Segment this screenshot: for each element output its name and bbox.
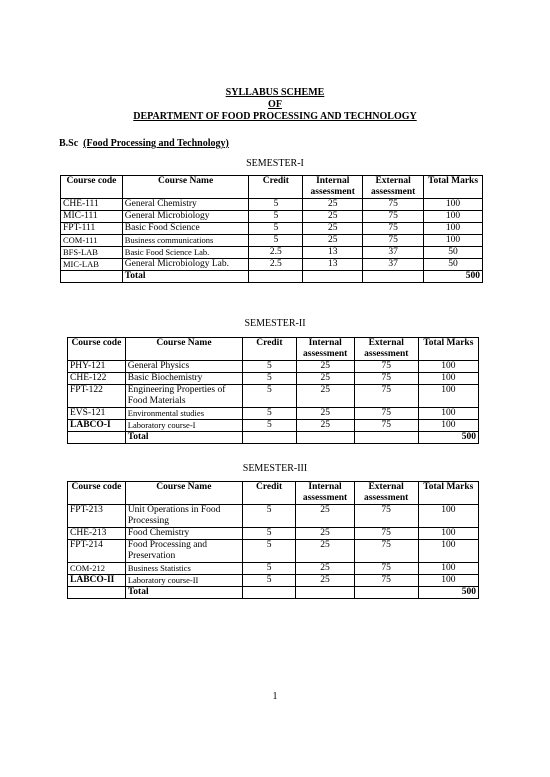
cell-credit: 5 [249, 223, 303, 235]
cell-code: FPT-213 [68, 505, 126, 528]
cell-total: 100 [424, 235, 483, 247]
table-row [68, 408, 479, 420]
cell-external: 75 [354, 575, 418, 587]
semester-3-table [67, 481, 479, 599]
semester-2-title: SEMESTER-II [244, 318, 306, 329]
total-label: Total [122, 271, 249, 283]
header-external: External assessment [354, 338, 418, 361]
cell-internal: 25 [296, 385, 354, 408]
cell-credit: 5 [242, 575, 296, 587]
cell-total: 50 [424, 259, 483, 271]
cell-total: 100 [418, 505, 478, 528]
cell-external: 37 [363, 259, 424, 271]
table-row [61, 223, 483, 235]
header-course-name: Course Name [125, 338, 242, 361]
cell-code: FPT-214 [68, 540, 126, 563]
header-internal: Internal assessment [303, 176, 363, 199]
cell-external: 75 [354, 373, 418, 385]
cell-name: Basic Food Science Lab. [122, 247, 249, 259]
cell-name: Food Chemistry [125, 528, 242, 540]
semester-1-table [60, 175, 483, 283]
table-row [68, 505, 479, 528]
cell-credit: 5 [243, 408, 296, 420]
total-label: Total [125, 432, 242, 444]
table-row [68, 361, 479, 373]
cell-name: Basic Biochemistry [125, 373, 242, 385]
cell-total: 100 [424, 199, 483, 211]
cell-empty [363, 271, 424, 283]
cell-internal: 25 [296, 563, 354, 575]
cell-external: 75 [354, 385, 418, 408]
cell-code: FPT-111 [61, 223, 123, 235]
table-row [68, 373, 479, 385]
header-course-code: Course code [61, 176, 123, 199]
cell-code: FPT-122 [68, 385, 126, 408]
cell-total: 100 [418, 540, 478, 563]
cell-internal: 25 [296, 420, 354, 432]
cell-credit: 5 [243, 420, 296, 432]
header-external: External assessment [354, 482, 418, 505]
cell-internal: 25 [296, 373, 354, 385]
cell-credit: 5 [249, 199, 303, 211]
title-line-3: DEPARTMENT OF FOOD PROCESSING AND TECHNOLOGY [133, 111, 417, 122]
cell-name: Food Processing and Preservation [125, 540, 242, 563]
cell-external: 75 [354, 563, 418, 575]
cell-external: 75 [354, 528, 418, 540]
table-header-row [68, 482, 479, 505]
cell-code: COM-212 [68, 563, 126, 575]
cell-total: 100 [418, 385, 478, 408]
cell-internal: 25 [296, 575, 354, 587]
cell-name: General Microbiology Lab. [122, 259, 249, 271]
cell-internal: 13 [303, 247, 363, 259]
table-row [61, 247, 483, 259]
total-row [61, 271, 483, 283]
cell-total: 100 [418, 575, 478, 587]
cell-internal: 25 [296, 361, 354, 373]
cell-credit: 5 [242, 505, 296, 528]
table-row [68, 540, 479, 563]
cell-total: 100 [418, 361, 478, 373]
cell-code: LABCO-I [68, 420, 126, 432]
page-number: 1 [272, 691, 278, 702]
cell-total: 100 [418, 420, 478, 432]
semester-2-table [67, 337, 479, 444]
table-row [61, 199, 483, 211]
cell-external: 75 [354, 408, 418, 420]
cell-empty [61, 271, 123, 283]
table-row [61, 235, 483, 247]
cell-internal: 25 [296, 528, 354, 540]
cell-code: PHY-121 [68, 361, 126, 373]
cell-code: BFS-LAB [61, 247, 123, 259]
title-line-2: OF [268, 99, 282, 110]
cell-credit: 5 [242, 540, 296, 563]
cell-empty [249, 271, 303, 283]
title-line-1: SYLLABUS SCHEME [225, 87, 325, 98]
header-credit: Credit [249, 176, 303, 199]
cell-code: MIC-111 [61, 211, 123, 223]
cell-name: Business communications [122, 235, 249, 247]
table-row [68, 575, 479, 587]
cell-internal: 25 [303, 235, 363, 247]
cell-external: 75 [354, 420, 418, 432]
total-value: 500 [424, 271, 483, 283]
cell-name: Basic Food Science [122, 223, 249, 235]
cell-name: Business Statistics [125, 563, 242, 575]
cell-name: General Microbiology [122, 211, 249, 223]
cell-credit: 5 [243, 373, 296, 385]
cell-internal: 25 [303, 211, 363, 223]
semester-1-title: SEMESTER-I [246, 158, 304, 169]
header-course-code: Course code [68, 482, 126, 505]
cell-name: Engineering Properties of Food Materials [125, 385, 242, 408]
header-course-name: Course Name [125, 482, 242, 505]
table-header-row [61, 176, 483, 199]
table-row [68, 563, 479, 575]
total-value: 500 [418, 587, 478, 599]
cell-name: Environmental studies [125, 408, 242, 420]
cell-credit: 5 [249, 235, 303, 247]
cell-external: 75 [363, 223, 424, 235]
cell-external: 75 [363, 235, 424, 247]
cell-internal: 13 [303, 259, 363, 271]
cell-external: 75 [354, 361, 418, 373]
cell-empty [354, 432, 418, 444]
table-row [61, 211, 483, 223]
cell-code: EVS-121 [68, 408, 126, 420]
cell-total: 100 [424, 223, 483, 235]
cell-empty [242, 587, 296, 599]
header-external: External assessment [363, 176, 424, 199]
cell-total: 100 [418, 563, 478, 575]
cell-credit: 5 [242, 528, 296, 540]
cell-name: General Chemistry [122, 199, 249, 211]
cell-empty [68, 432, 126, 444]
cell-empty [68, 587, 126, 599]
cell-internal: 25 [303, 223, 363, 235]
total-row [68, 432, 479, 444]
cell-external: 75 [363, 199, 424, 211]
cell-credit: 2.5 [249, 259, 303, 271]
header-internal: Internal assessment [296, 482, 354, 505]
header-total: Total Marks [418, 338, 478, 361]
table-header-row [68, 338, 479, 361]
header-internal: Internal assessment [296, 338, 354, 361]
cell-credit: 5 [243, 361, 296, 373]
total-value: 500 [418, 432, 478, 444]
header-credit: Credit [242, 482, 296, 505]
cell-external: 75 [354, 505, 418, 528]
cell-code: LABCO-II [68, 575, 126, 587]
cell-total: 100 [418, 528, 478, 540]
table-row [61, 259, 483, 271]
header-credit: Credit [243, 338, 296, 361]
cell-internal: 25 [296, 540, 354, 563]
header-total: Total Marks [418, 482, 478, 505]
cell-total: 100 [418, 373, 478, 385]
cell-credit: 5 [243, 385, 296, 408]
total-row [68, 587, 479, 599]
cell-code: CHE-122 [68, 373, 126, 385]
table-row [68, 420, 479, 432]
cell-total: 50 [424, 247, 483, 259]
cell-empty [303, 271, 363, 283]
cell-internal: 25 [296, 408, 354, 420]
table-row [68, 528, 479, 540]
degree-name: (Food Processing and Technology) [83, 138, 229, 149]
cell-internal: 25 [303, 199, 363, 211]
semester-3-title: SEMESTER-III [242, 463, 308, 474]
cell-internal: 25 [296, 505, 354, 528]
cell-name: Laboratory course-II [125, 575, 242, 587]
cell-external: 75 [354, 540, 418, 563]
cell-empty [243, 432, 296, 444]
cell-name: Unit Operations in Food Processing [125, 505, 242, 528]
document-title [0, 87, 550, 123]
cell-external: 75 [363, 211, 424, 223]
cell-total: 100 [418, 408, 478, 420]
cell-credit: 5 [242, 563, 296, 575]
cell-name: General Physics [125, 361, 242, 373]
cell-empty [354, 587, 418, 599]
cell-external: 37 [363, 247, 424, 259]
degree-prefix: B.Sc [59, 138, 79, 149]
cell-code: MIC-LAB [61, 259, 123, 271]
cell-name: Laboratory course-I [125, 420, 242, 432]
header-course-code: Course code [68, 338, 126, 361]
cell-empty [296, 432, 354, 444]
header-course-name: Course Name [122, 176, 249, 199]
cell-code: CHE-111 [61, 199, 123, 211]
cell-credit: 5 [249, 211, 303, 223]
cell-credit: 2.5 [249, 247, 303, 259]
degree-heading [59, 138, 229, 149]
cell-total: 100 [424, 211, 483, 223]
total-label: Total [125, 587, 242, 599]
cell-code: CHE-213 [68, 528, 126, 540]
header-total: Total Marks [424, 176, 483, 199]
cell-code: COM-111 [61, 235, 123, 247]
cell-empty [296, 587, 354, 599]
table-row [68, 385, 479, 408]
